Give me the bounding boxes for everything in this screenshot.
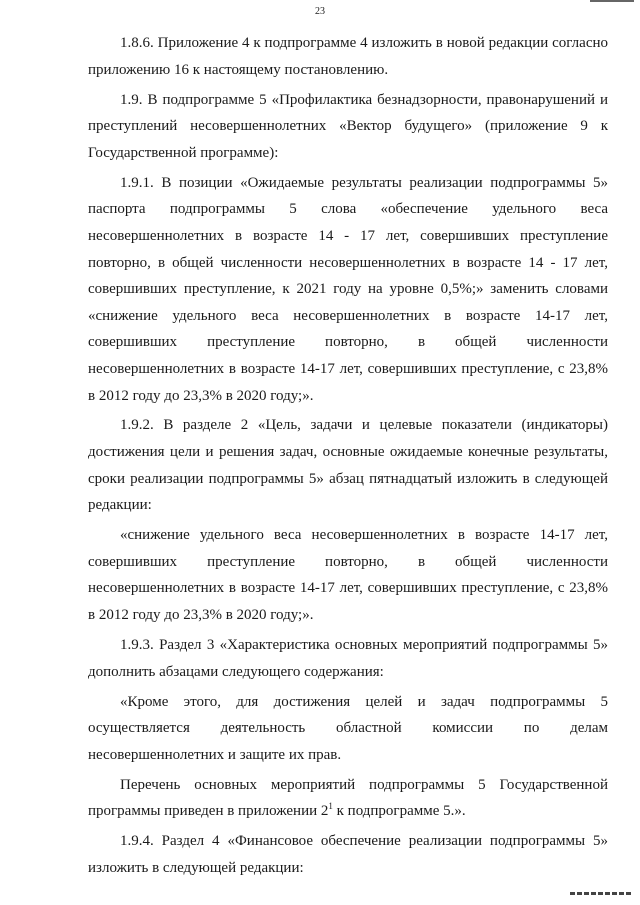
- paragraph-1-8-6: 1.8.6. Приложение 4 к подпрограмме 4 изложить в новой редакции согласно приложению 16 к настоящему постановлению.: [88, 35, 608, 78]
- paragraph-1-9-3: 1.9.3. Раздел 3 «Характеристика основных мероприятий подпрограммы 5» дополнить абзацами следующего содержания:: [88, 637, 608, 680]
- scan-mark-bottom: [570, 892, 632, 895]
- page-number: 23: [315, 6, 325, 17]
- paragraph-1-9-4: 1.9.4. Раздел 4 «Финансовое обеспечение реализации подпрограммы 5» изложить в следующей редакции:: [88, 833, 608, 876]
- paragraph-activities-list: [88, 772, 608, 825]
- paragraph-1-9: 1.9. В подпрограмме 5 «Профилактика безнадзорности, правонарушений и преступлений несовершеннолетних «Вектор будущего» (приложение 9 к Государственной программе):: [88, 91, 608, 161]
- paragraph-quote-indicator: «снижение удельного веса несовершеннолетних в возрасте 14-17 лет, совершивших преступление повторно, в общей численности несовершеннолетних в возрасте 14-17 лет, совершивших преступление, с 23,8% в 2012 году до 23,3% в 2020 году;».: [88, 527, 608, 624]
- activities-text-after: к подпрограмме 5.».: [332, 803, 466, 820]
- paragraph-quote-commission: «Кроме этого, для достижения целей и задач подпрограммы 5 осуществляется деятельность областной комиссии по делам несовершеннолетних и защите их прав.: [88, 693, 608, 763]
- appendix-superscript: 1: [328, 801, 333, 812]
- scan-mark-top: [590, 0, 634, 2]
- document-body: [88, 30, 608, 885]
- paragraph-1-9-1: 1.9.1. В позиции «Ожидаемые результаты реализации подпрограммы 5» паспорта подпрограммы 5 слова «обеспечение удельного веса несовершеннолетних в возрасте 14 - 17 лет, совершивших преступление повторно, в общей численности несовершеннолетних в возрасте 14 - 17 лет, совершивших преступление, к 2021 году на уровне 0,5%;» заменить словами «снижение удельного веса несовершеннолетних в возрасте 14-17 лет, совершивших преступление повторно, в общей численности несовершеннолетних в возрасте 14-17 лет, совершивших преступление, с 23,8% в 2012 году до 23,3% в 2020 году;».: [88, 174, 608, 404]
- activities-text-before: Перечень основных мероприятий подпрограммы 5 Государственной программы приведен в приложении 2: [88, 776, 608, 820]
- paragraph-1-9-2: 1.9.2. В разделе 2 «Цель, задачи и целевые показатели (индикаторы) достижения цели и решения задач, основные ожидаемые конечные результаты, сроки реализации подпрограммы 5» абзац пятнадцатый изложить в следующей редакции:: [88, 417, 608, 514]
